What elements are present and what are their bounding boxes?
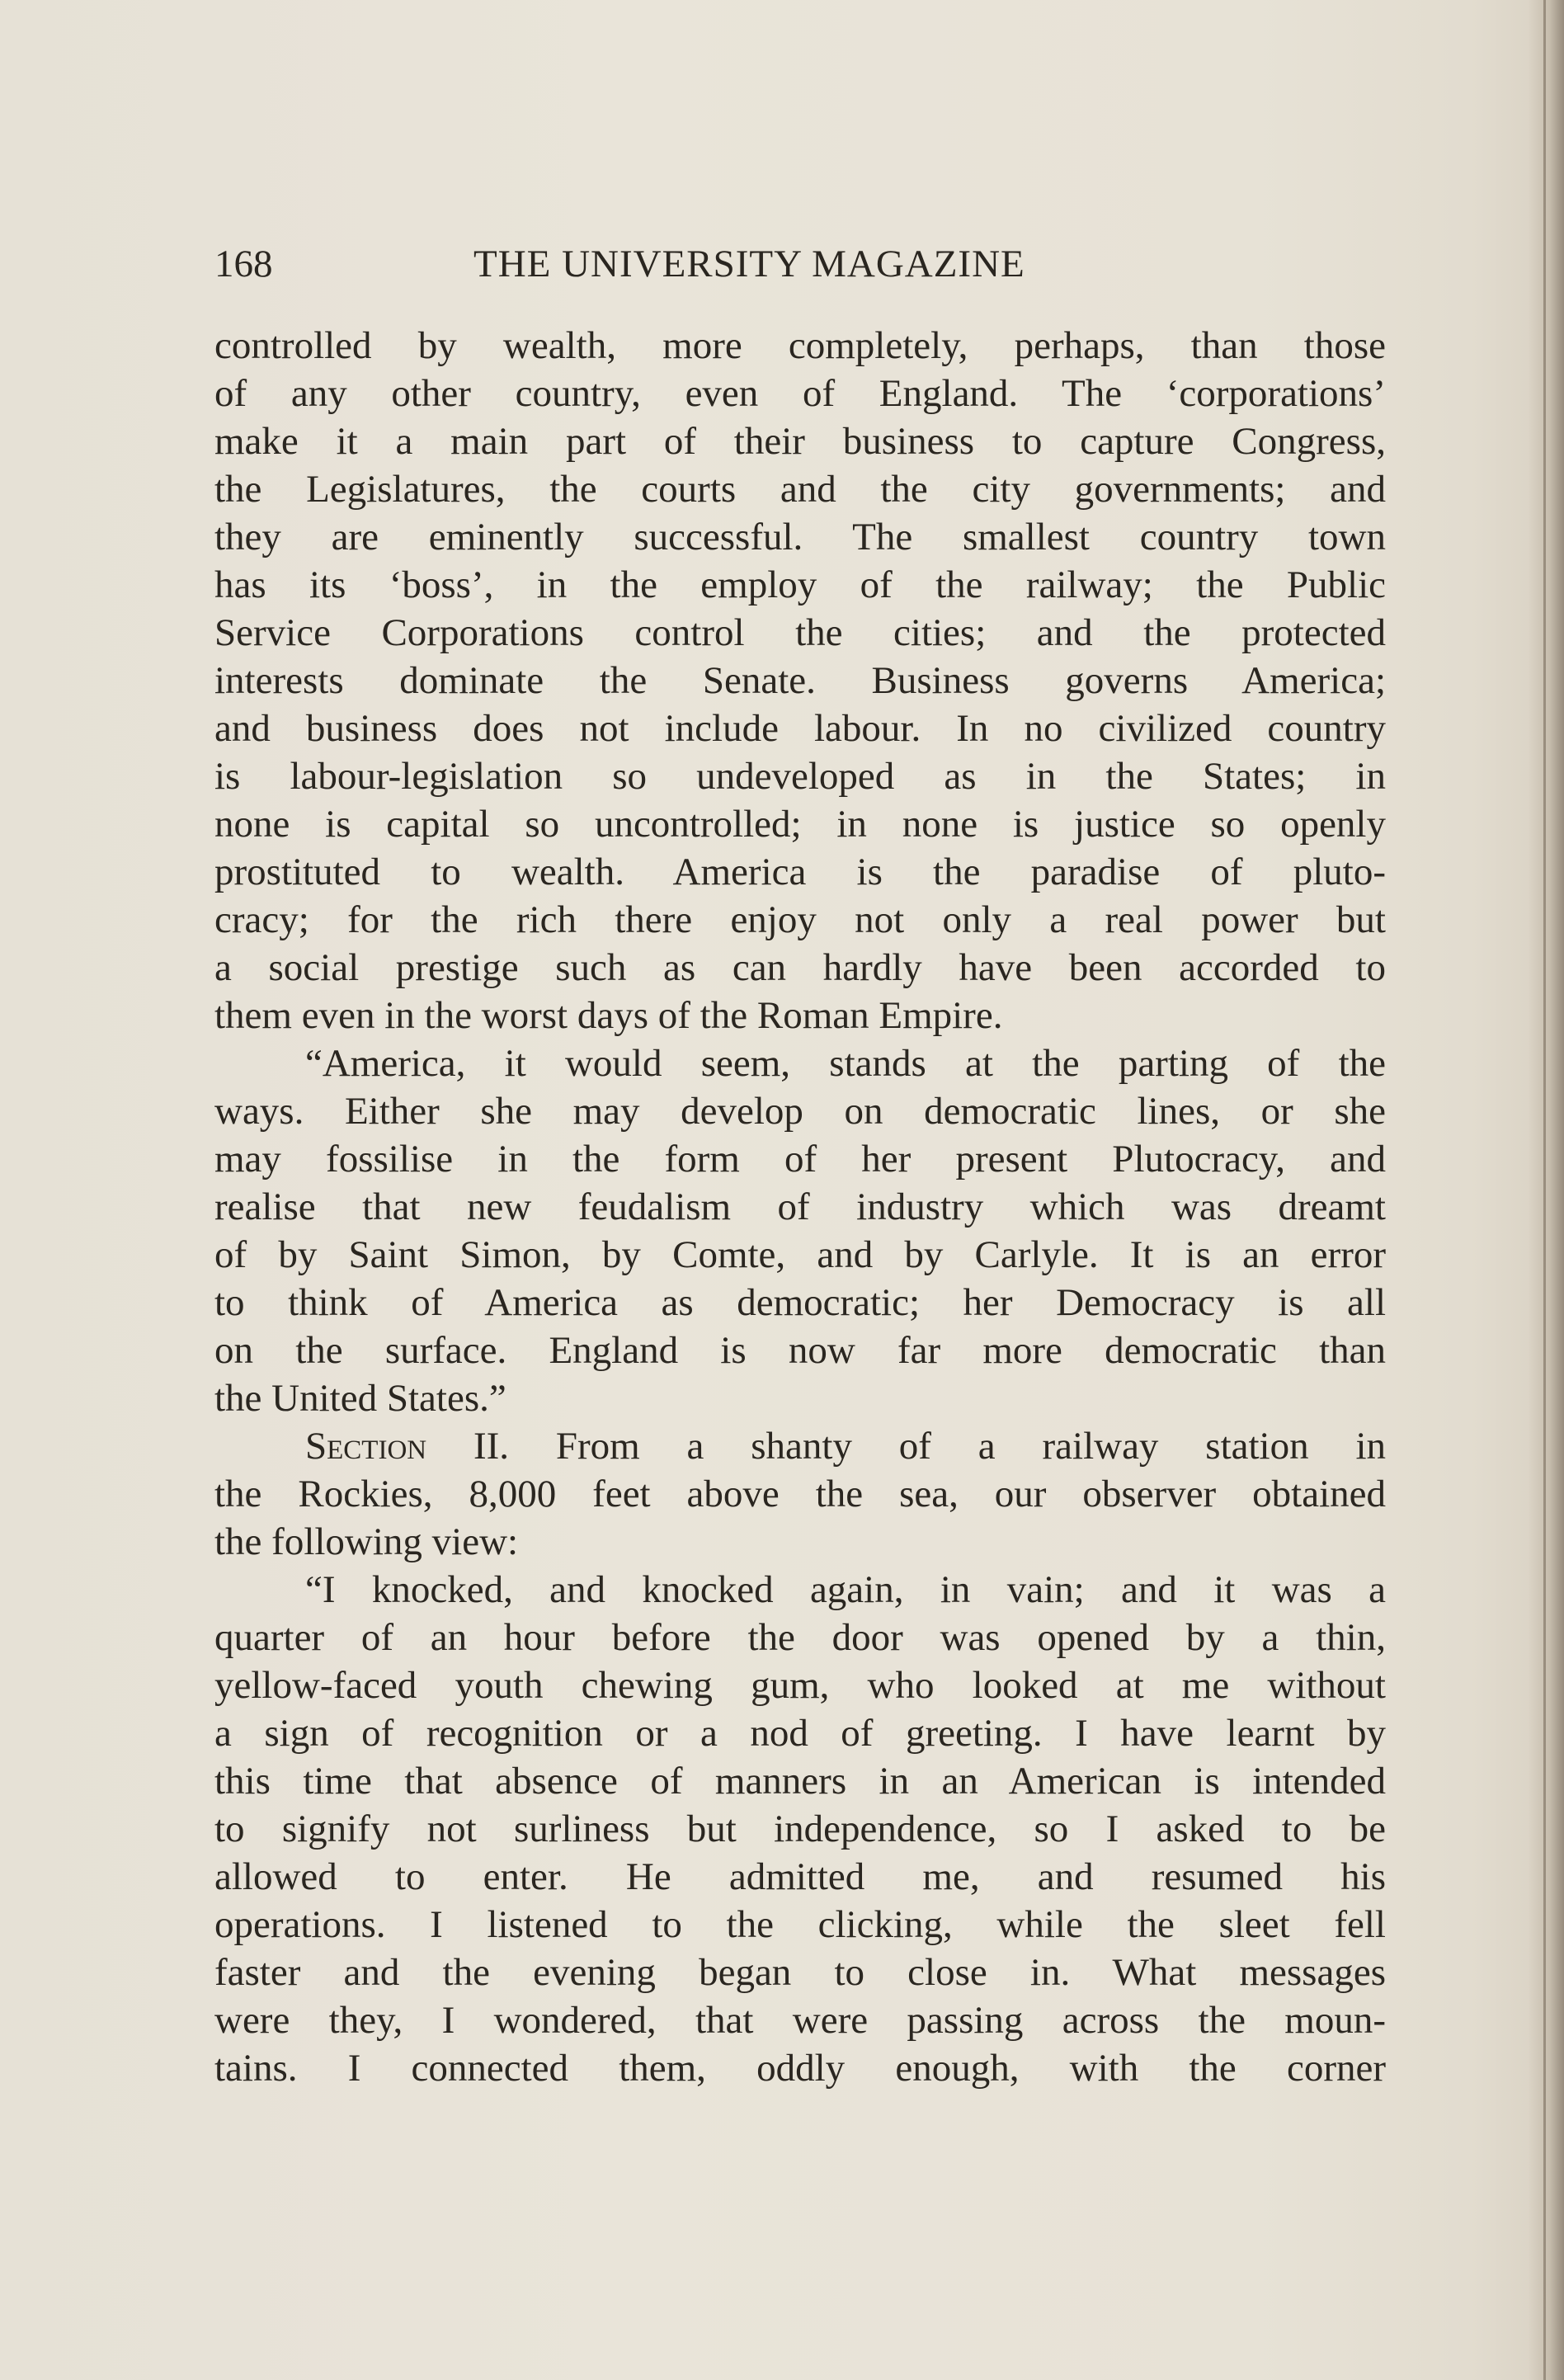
text-line-content: From a shanty of a railway station in: [509, 1425, 1386, 1468]
text-line: a social prestige such as can hardly have been accorded to: [214, 946, 1386, 989]
text-line: this time that absence of manners in an American is intended: [214, 1760, 1386, 1803]
text-line: tains. I connected them, oddly enough, with the corner: [214, 2047, 1386, 2090]
text-line: the following view:: [214, 1520, 519, 1563]
text-line: cracy; for the rich there enjoy not only a real power but: [214, 898, 1386, 941]
text-line: interests dominate the Senate. Business governs America;: [214, 659, 1386, 702]
text-line: faster and the evening began to close in. What messages: [214, 1951, 1386, 1994]
text-line: were they, I wondered, that were passing across the moun-: [214, 1999, 1386, 2042]
text-line: “I knocked, and knocked again, in vain; and it was a: [305, 1568, 1386, 1611]
paragraph: [214, 1422, 1386, 1566]
page-header: [214, 239, 1386, 289]
paragraph: [214, 1566, 1386, 2092]
text-line: may fossilise in the form of her present Plutocracy, and: [214, 1138, 1386, 1181]
text-line: the Legislatures, the courts and the city governments; and: [214, 468, 1386, 511]
running-head: THE UNIVERSITY MAGAZINE: [473, 243, 1025, 285]
text-line: yellow-faced youth chewing gum, who looked at me without: [214, 1664, 1386, 1707]
text-line: Service Corporations control the cities; and the protected: [214, 611, 1386, 654]
text-line: on the surface. England is now far more democratic than: [214, 1329, 1386, 1372]
text-line: has its ‘boss’, in the employ of the railway; the Public: [214, 563, 1386, 606]
page-body: [214, 322, 1386, 2092]
text-line: of any other country, even of England. The ‘corporations’: [214, 372, 1386, 415]
text-line: and business does not include labour. In no civilized country: [214, 707, 1386, 750]
text-line: none is capital so uncontrolled; in none is justice so openly: [214, 803, 1386, 846]
text-line: operations. I listened to the clicking, while the sleet fell: [214, 1903, 1386, 1946]
text-line: they are eminently successful. The smallest country town: [214, 516, 1386, 558]
text-line: to think of America as democratic; her Democracy is all: [214, 1281, 1386, 1324]
text-line: to signify not surliness but independence, so I asked to be: [214, 1807, 1386, 1850]
page-edge-line: [1543, 0, 1546, 2380]
text-line: a sign of recognition or a nod of greeting. I have learnt by: [214, 1712, 1386, 1755]
text-line: ways. Either she may develop on democratic lines, or she: [214, 1090, 1386, 1133]
text-line: controlled by wealth, more completely, perhaps, than those: [214, 324, 1386, 367]
page-number: 168: [214, 243, 273, 285]
text-line: prostituted to wealth. America is the paradise of pluto-: [214, 851, 1386, 893]
text-line: [214, 1422, 1386, 1470]
paragraph: [214, 322, 1386, 1039]
text-line: of by Saint Simon, by Comte, and by Carlyle. It is an error: [214, 1233, 1386, 1276]
section-label: Section II.: [305, 1425, 510, 1468]
text-line: them even in the worst days of the Roman Empire.: [214, 994, 1003, 1037]
text-line: is labour-legislation so undeveloped as in the States; in: [214, 755, 1386, 798]
text-line: the United States.”: [214, 1377, 506, 1420]
text-line: make it a main part of their business to capture Congress,: [214, 420, 1386, 463]
paragraph: [214, 1039, 1386, 1422]
text-line: quarter of an hour before the door was opened by a thin,: [214, 1616, 1386, 1659]
text-line: the Rockies, 8,000 feet above the sea, our observer obtained: [214, 1473, 1386, 1515]
text-line: allowed to enter. He admitted me, and resumed his: [214, 1855, 1386, 1898]
page-edge-shadow: [1528, 0, 1564, 2380]
text-line: realise that new feudalism of industry which was dreamt: [214, 1185, 1386, 1228]
text-line: “America, it would seem, stands at the parting of the: [305, 1042, 1386, 1085]
